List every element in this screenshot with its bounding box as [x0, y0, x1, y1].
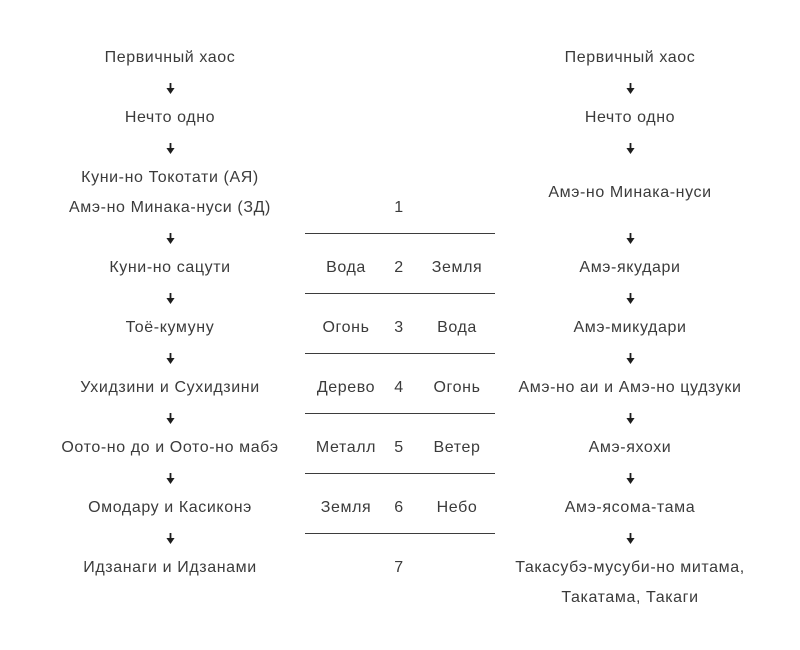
down-arrow-icon	[40, 463, 300, 493]
down-arrow-icon	[500, 283, 760, 313]
down-arrow-icon	[500, 463, 760, 493]
chain-node: Амэ-но Минака-нуси	[548, 184, 712, 201]
chain-node: Ухидзини и Сухидзини	[80, 379, 260, 396]
chain-node: Тоё-кумуну	[125, 319, 215, 336]
chain-node: Амэ-но Минака-нуси (ЗД)	[69, 199, 271, 216]
left-genealogy-chain	[40, 43, 300, 583]
chain-node: Идзанаги и Идзанами	[83, 559, 257, 576]
table-row	[305, 234, 495, 294]
table-cell-number: 5	[394, 438, 404, 456]
table-cell-right: Земля	[431, 258, 483, 276]
table-cell-left: Земля	[320, 498, 372, 516]
table-cell-number: 7	[394, 559, 404, 576]
table-cell-left	[305, 534, 387, 594]
down-arrow-icon	[40, 283, 300, 313]
down-arrow-icon	[500, 133, 760, 163]
down-arrow-icon	[40, 133, 300, 163]
chain-node: Куни-но Токотати (АЯ)	[81, 169, 259, 186]
chain-node: Первичный хаос	[564, 49, 696, 66]
down-arrow-icon	[40, 73, 300, 103]
table-cell-left: Вода	[326, 258, 366, 276]
down-arrow-icon	[40, 403, 300, 433]
down-arrow-icon	[500, 403, 760, 433]
table-cell-right: Вода	[437, 318, 477, 336]
chain-node: Омодару и Касиконэ	[88, 499, 252, 516]
table-cell-number: 1	[394, 198, 404, 216]
table-row	[305, 294, 495, 354]
chain-node: Амэ-ясома-тама	[564, 499, 696, 516]
chain-node: Куни-но сацути	[109, 259, 231, 276]
table-cell-right	[411, 174, 495, 233]
table-row	[305, 414, 495, 474]
table-cell-right: Ветер	[433, 438, 481, 456]
chain-node: Амэ-микудари	[573, 319, 687, 336]
table-cell-number: 2	[394, 258, 404, 276]
chain-node: Амэ-яхохи	[588, 439, 672, 456]
chain-node: Такатама, Такаги	[561, 589, 699, 606]
table-cell-left: Огонь	[322, 318, 370, 336]
elements-correspondence-table	[305, 174, 495, 594]
table-cell-left: Дерево	[316, 378, 376, 396]
table-row	[305, 174, 495, 234]
down-arrow-icon	[500, 523, 760, 553]
chain-node: Оото-но до и Оото-но мабэ	[61, 439, 279, 456]
table-cell-right	[411, 534, 495, 594]
chain-node: Амэ-якудари	[579, 259, 681, 276]
chain-node: Нечто одно	[124, 109, 216, 126]
table-cell-left	[305, 174, 387, 233]
table-cell-number: 6	[394, 498, 404, 516]
down-arrow-icon	[40, 523, 300, 553]
table-row	[305, 354, 495, 414]
down-arrow-icon	[500, 73, 760, 103]
table-cell-number: 3	[394, 318, 404, 336]
table-cell-left: Металл	[315, 438, 377, 456]
right-genealogy-chain	[500, 43, 760, 613]
down-arrow-icon	[500, 223, 760, 253]
down-arrow-icon	[40, 343, 300, 373]
chain-node: Первичный хаос	[104, 49, 236, 66]
table-row	[305, 534, 495, 594]
table-cell-number: 4	[394, 378, 404, 396]
table-row	[305, 474, 495, 534]
chain-node: Нечто одно	[584, 109, 676, 126]
down-arrow-icon	[500, 343, 760, 373]
chain-node: Такасубэ-мусуби-но митама,	[515, 559, 745, 576]
table-cell-right: Огонь	[433, 378, 481, 396]
chain-node: Амэ-но аи и Амэ-но цудзуки	[518, 379, 742, 396]
table-cell-right: Небо	[436, 498, 478, 516]
down-arrow-icon	[40, 223, 300, 253]
